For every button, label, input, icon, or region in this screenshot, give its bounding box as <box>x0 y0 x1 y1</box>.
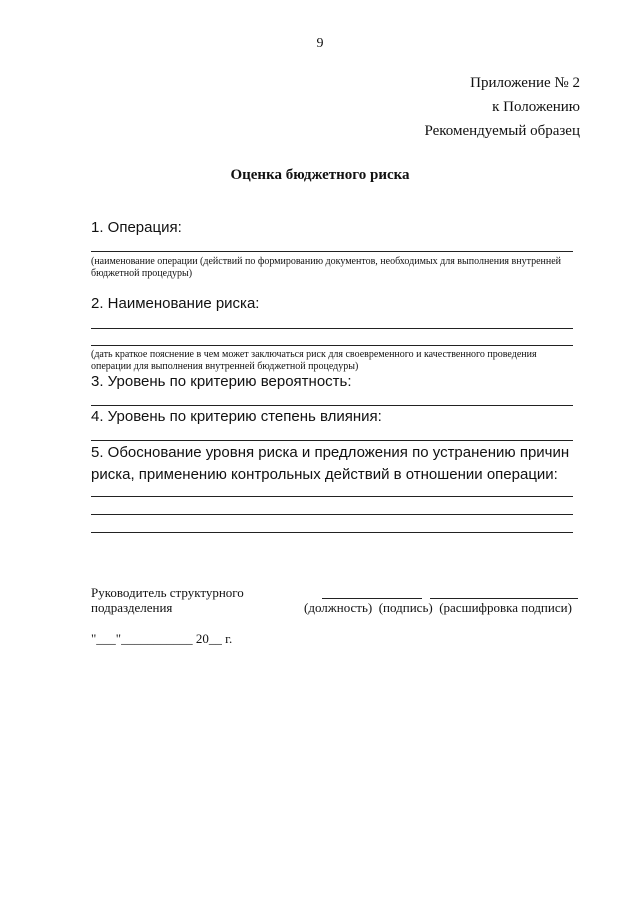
probability-label: 3. Уровень по критерию вероятность: <box>91 373 352 390</box>
impact-field-line[interactable] <box>91 440 573 441</box>
appendix-reference: к Положению <box>492 99 580 115</box>
probability-field-line[interactable] <box>91 405 573 406</box>
justification-field-line-1[interactable] <box>91 496 573 497</box>
impact-label: 4. Уровень по критерию степень влияния: <box>91 408 382 425</box>
head-title-line-2: подразделения <box>91 600 173 615</box>
sample-label: Рекомендуемый образец <box>424 123 580 139</box>
name-signature-line[interactable] <box>430 598 578 599</box>
document-title: Оценка бюджетного риска <box>230 167 410 183</box>
position-signature-line[interactable] <box>322 598 422 599</box>
justification-label-line-2: риска, применению контрольных действий в отношении операции: <box>91 466 558 483</box>
risk-name-label: 2. Наименование риска: <box>91 295 260 312</box>
justification-label-line-1: 5. Обоснование уровня риска и предложения по устранению причин <box>91 444 570 461</box>
justification-field-line-3[interactable] <box>91 532 573 533</box>
operation-field-line[interactable] <box>91 251 573 252</box>
operation-label: 1. Операция: <box>91 219 182 236</box>
head-title-line-1: Руководитель структурного <box>91 585 244 600</box>
risk-name-note: (дать краткое пояснение в чем может заключаться риск для своевременного и качественного проведения операции для выполнения внутренней бюджетной процедуры) <box>91 349 537 372</box>
risk-name-field-line-1[interactable] <box>91 328 573 329</box>
risk-name-field-line-2[interactable] <box>91 345 573 346</box>
operation-note: (наименование операции (действий по формированию документов, необходимых для выполнения внутренней бюджетной процедуры) <box>91 256 562 279</box>
page-number: 9 <box>316 36 324 51</box>
signature-captions: (должность) (подпись) (расшифровка подписи) <box>304 600 572 615</box>
date-line: "___"___________ 20__ г. <box>91 631 233 646</box>
justification-field-line-2[interactable] <box>91 514 573 515</box>
appendix-number: Приложение № 2 <box>470 75 580 91</box>
